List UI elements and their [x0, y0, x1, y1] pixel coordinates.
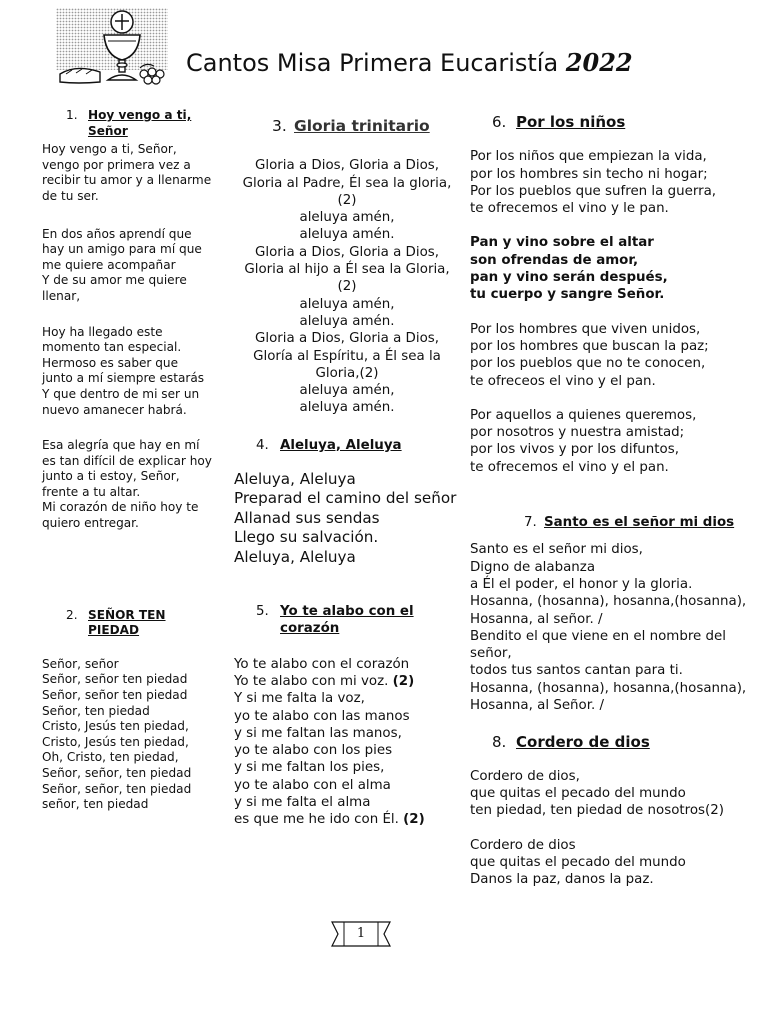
song-3-verse-1: Gloria a Dios, Gloria a Dios, Gloria al Padre, Él sea la gloria, (2) aleluya amén, aleluya amén. Gloria a Dios, Gloria a Dios, Gloria al hijo a Él sea la Gloria, (2) aleluya amén, aleluya amén. Gloria a Dios, Gloria a Dios, Gloría al Espíritu, a Él sea la Gloria,(2) aleluya amén, aleluya amén. [242, 158, 452, 416]
song-6-verse-3: Por aquellos a quienes queremos, por nosotros y nuestra amistad; por los vivos y por los difuntos, te ofrecemos el vino y el pan. [470, 407, 697, 475]
song-8-number: 8. [492, 733, 507, 752]
song-1-verse-1: Hoy vengo a ti, Señor, vengo por primera vez a recibir tu amor y a llenarme de tu ser. [42, 142, 212, 203]
song-4-number: 4. [256, 437, 269, 453]
page-header [56, 8, 736, 90]
song-5-line-1: Yo te alabo con el corazón [234, 656, 410, 672]
song-1-number: 1. [66, 108, 78, 122]
song-6-heading [492, 114, 766, 131]
song-5-line-10-text: es que me he ido con Él. [234, 812, 399, 828]
song-5-line-5: y si me faltan las manos, [234, 725, 402, 741]
song-5-line-2-text: Yo te alabo con mi voz. [234, 673, 389, 689]
song-5-line-3: Y si me falta la voz, [234, 691, 365, 707]
song-5-line-10 [234, 811, 462, 828]
song-6-title: Por los niños [516, 113, 626, 131]
song-2-number: 2. [66, 607, 78, 622]
song-7-number: 7. [524, 515, 537, 531]
song-4-verse-1: Aleluya, Aleluya Preparad el camino del señor Allanad sus sendas Llego su salvación. Aleluya, Aleluya [234, 470, 457, 566]
song-7-heading [524, 514, 766, 531]
song-2-verse-1: Señor, señor Señor, señor ten piedad Señor, señor ten piedad Señor, ten piedad Cristo, Jesús ten piedad, Cristo, Jesús ten piedad, Oh, Cristo, ten piedad, Señor, señor, ten piedad Señor, señor, ten piedad señor, ten piedad [42, 656, 192, 812]
song-2-heading [66, 608, 216, 639]
song-1-verse-4: Esa alegría que hay en mí es tan difícil de explicar hoy junto a ti estoy, Señor, frente a tu altar. Mi corazón de niño hoy te quiero entregar. [42, 438, 212, 531]
song-5-heading [256, 603, 456, 638]
song-1-title: Hoy vengo a ti, Señor [88, 108, 192, 138]
song-5-line-9: y si me falta el alma [234, 795, 371, 811]
song-1-verse-2: En dos años aprendí que hay un amigo para mí que me quiere acompañar Y de su amor me quiere llenar, [42, 226, 202, 303]
column-middle [234, 118, 462, 829]
repeat-mark: (2) [403, 812, 425, 828]
song-5-line-2 [234, 673, 462, 690]
song-4-title: Aleluya, Aleluya [280, 437, 402, 453]
song-3-heading [272, 118, 462, 135]
song-6-verse-1: Por los niños que empiezan la vida, por los hombres sin techo ni hogar; Por los pueblos que sufren la guerra, te ofrecemos el vino y le pan. [470, 149, 717, 217]
song-3-number: 3. [272, 117, 287, 135]
song-6-chorus: Pan y vino sobre el altar son ofrendas de amor, pan y vino serán después, tu cuerpo y sangre Señor. [470, 235, 668, 303]
song-5-line-6: yo te alabo con los pies [234, 743, 393, 759]
chalice-host-icon [56, 8, 168, 88]
song-8-title: Cordero de dios [516, 733, 650, 752]
song-5-number: 5. [256, 604, 269, 620]
song-5-title: Yo te alabo con el corazón [280, 604, 414, 637]
song-2-title: SEÑOR TEN PIEDAD [88, 607, 166, 638]
column-left [42, 108, 232, 813]
song-5-line-4: yo te alabo con las manos [234, 708, 410, 724]
song-1-heading [66, 108, 216, 139]
song-1-verse-3: Hoy ha llegado este momento tan especial. Hermoso es saber que junto a mí siempre estarás Y que dentro de mi ser un nuevo amanecer habrá. [42, 324, 205, 417]
song-8-verse-1: Cordero de dios, que quitas el pecado del mundo ten piedad, ten piedad de nosotros(2) [470, 768, 725, 819]
page-title [186, 48, 633, 77]
song-6-verse-2: Por los hombres que viven unidos, por los hombres que buscan la paz; por los pueblos que no te conocen, te ofreceos el vino y el pan. [470, 321, 709, 389]
song-5-verse-1 [234, 656, 462, 829]
song-8-heading [492, 734, 766, 751]
page-number-badge [330, 920, 392, 948]
song-3-title: Gloria trinitario [294, 117, 430, 135]
song-8-verse-2: Cordero de dios que quitas el pecado del mundo Danos la paz, danos la paz. [470, 837, 686, 888]
song-7-verse-1: Santo es el señor mi dios, Digno de alabanza a Él el poder, el honor y la gloria. Hosanna, (hosanna), hosanna,(hosanna), Hosanna, al señor. / Bendito el que viene en el nombre del señor, todos tus santos cantan para ti. Hosanna, (hosanna), hosanna,(hosanna), Hosanna, al Señor. / [470, 542, 747, 714]
song-7-title: Santo es el señor mi dios [544, 515, 735, 531]
song-4-heading [256, 437, 462, 454]
repeat-mark: (2) [392, 673, 415, 689]
page-number: 1 [356, 926, 366, 941]
song-5-line-7: y si me faltan los pies, [234, 760, 385, 776]
song-6-number: 6. [492, 113, 507, 131]
column-right [470, 114, 766, 888]
title-year: 2022 [565, 48, 633, 77]
song-5-line-8: yo te alabo con el alma [234, 777, 391, 793]
title-text: Cantos Misa Primera Eucaristía [186, 49, 559, 77]
